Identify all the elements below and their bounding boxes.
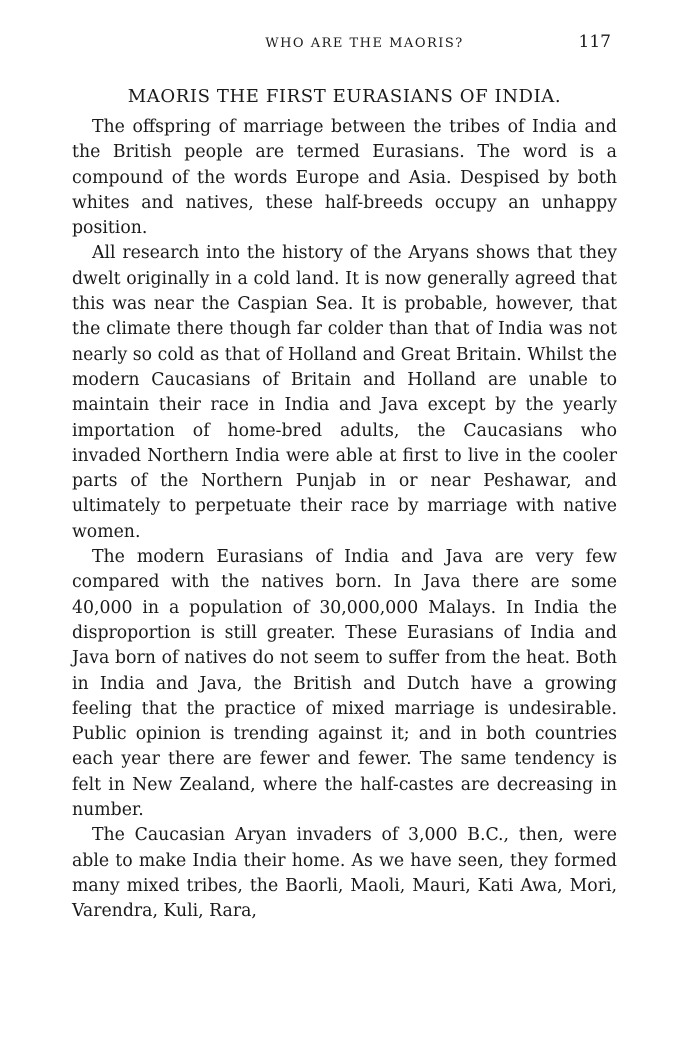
running-title: WHO ARE THE MAORIS? (265, 36, 464, 51)
running-header (72, 30, 617, 60)
paragraph: The offspring of marriage between the tribes of India and the British people are termed Eurasians. The word is a compound of the words Europe and Asia. Despised by both whites and natives, these half-breeds occupy an unhappy position. (72, 117, 617, 239)
paragraph: The Caucasian Aryan invaders of 3,000 B.C., then, were able to make India their home. As we have seen, they formed many mixed tribes, the Baorli, Maoli, Mauri, Kati Awa, Mori, Varendra, Kuli, Rara, (72, 825, 617, 922)
page-number: 117 (578, 32, 611, 52)
paragraph: All research into the history of the Aryans shows that they dwelt originally in a cold land. It is now generally agreed that this was near the Caspian Sea. It is probable, however, that the climate there though far colder than that of India was not nearly so cold as that of Holland and Great Britain. Whilst the modern Caucasians of Britain and Holland are unable to maintain their race in India and Java except by the yearly importation of home-bred adults, the Caucasians who invaded Northern India were able at first to live in the cooler parts of the Northern Punjab in or near Peshawar, and ultimately to perpetuate their race by marriage with native women. (72, 243, 617, 542)
book-page (72, 30, 617, 925)
paragraph: The modern Eurasians of India and Java are very few compared with the natives born. In Java there are some 40,000 in a population of 30,000,000 Malays. In India the disproportion is still greater. These Eurasians of India and Java born of natives do not seem to suffer from the heat. Both in India and Java, the British and Dutch have a growing feeling that the practice of mixed marriage is undesirable. Public opinion is trending against it; and in both countries each year there are fewer and fewer. The same tendency is felt in New Zealand, where the half-castes are decreasing in number. (72, 547, 617, 821)
section-title: MAORIS THE FIRST EURASIANS OF INDIA. (127, 86, 562, 107)
body-text (72, 115, 617, 925)
